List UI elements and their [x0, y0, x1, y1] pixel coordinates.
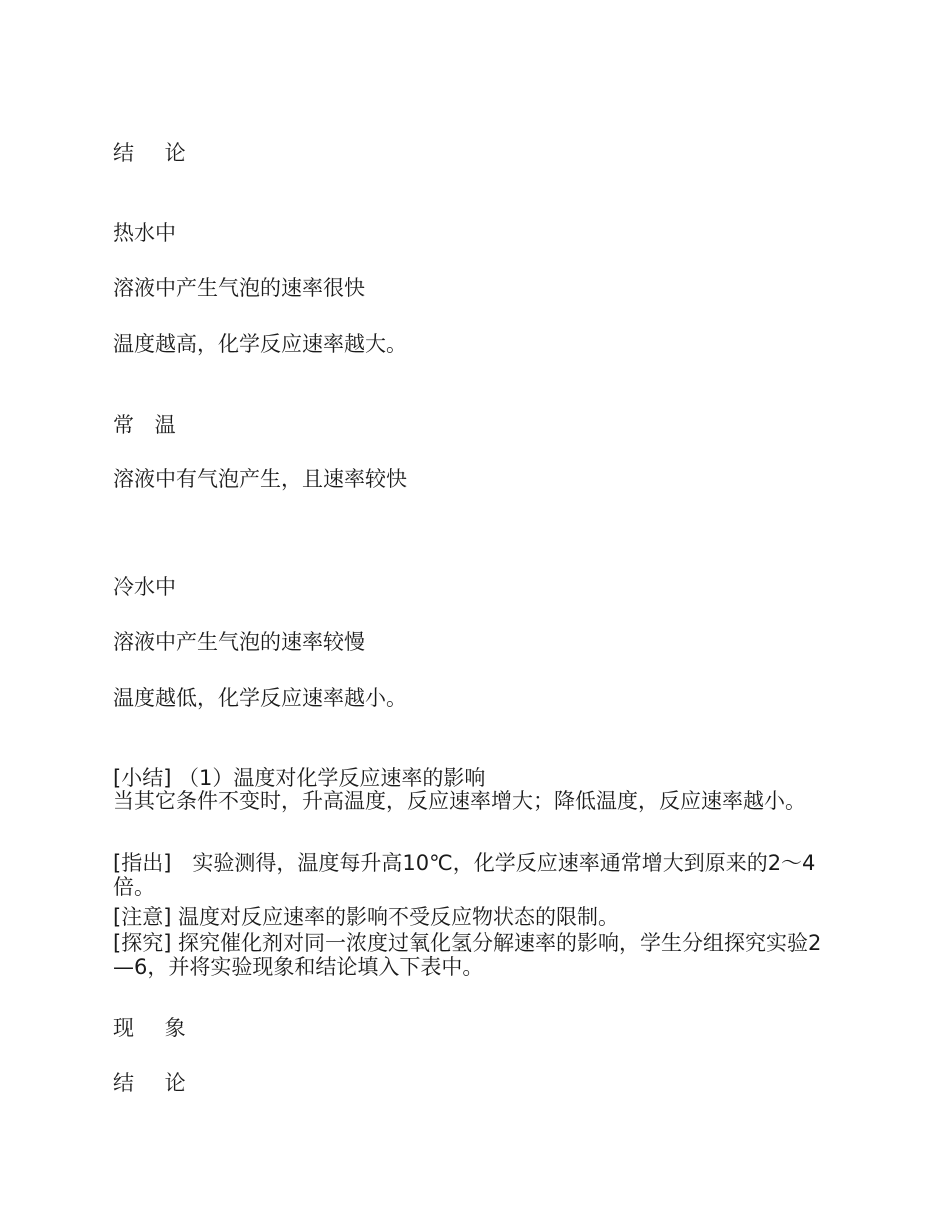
phenomenon-hot-water: 溶液中产生气泡的速率很快	[113, 276, 365, 300]
summary-body: 当其它条件不变时，升高温度，反应速率增大；降低温度，反应速率越小。	[113, 789, 806, 813]
table2-header-phenomenon: 现 象	[113, 1016, 198, 1040]
condition-room-temp: 常 温	[113, 413, 183, 437]
point-out-paragraph: [指出] 实验测得，温度每升高10℃，化学反应速率通常增大到原来的2～4倍。	[113, 851, 816, 899]
conclusion-hot-water: 温度越高，化学反应速率越大。	[113, 332, 407, 356]
phenomenon-room-temp: 溶液中有气泡产生，且速率较快	[113, 467, 407, 491]
condition-cold-water: 冷水中	[113, 575, 176, 599]
summary-heading: [小结] （1）温度对化学反应速率的影响	[113, 766, 486, 790]
table-header-conclusion: 结 论	[113, 141, 198, 165]
phenomenon-cold-water: 溶液中产生气泡的速率较慢	[113, 630, 365, 654]
explore-paragraph: [探究] 探究催化剂对同一浓度过氧化氢分解速率的影响，学生分组探究实验2—6，并将实验现象和结论填入下表中。	[113, 931, 822, 979]
conclusion-cold-water: 温度越低，化学反应速率越小。	[113, 686, 407, 710]
note-paragraph: [注意] 温度对反应速率的影响不受反应物状态的限制。	[113, 905, 620, 929]
table2-header-conclusion: 结 论	[113, 1071, 198, 1095]
condition-hot-water: 热水中	[113, 221, 176, 245]
